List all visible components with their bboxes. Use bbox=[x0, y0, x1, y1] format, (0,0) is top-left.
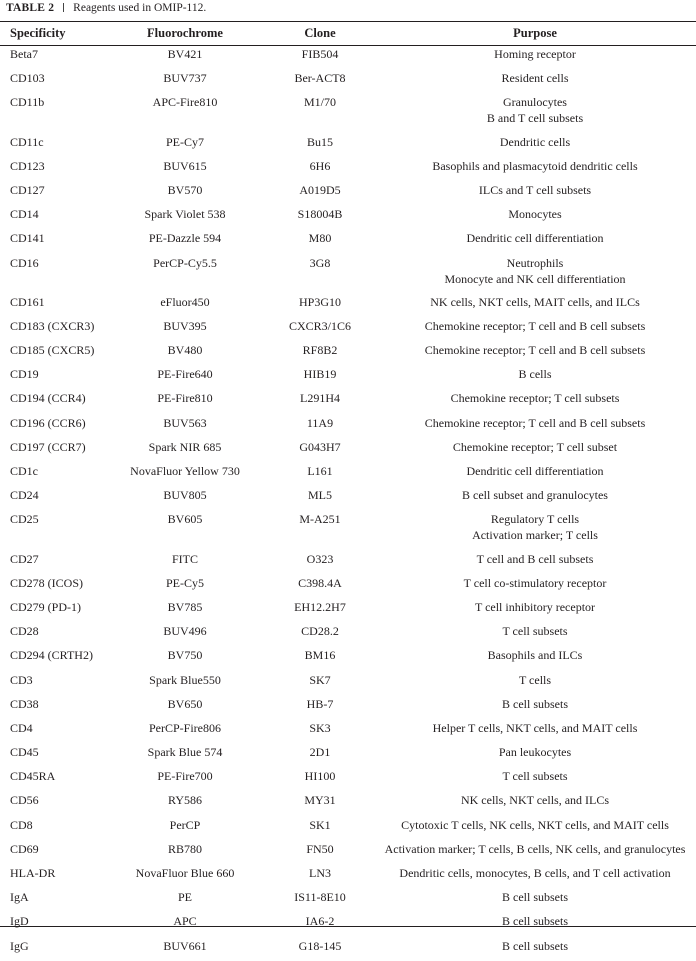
purpose-line: Dendritic cells bbox=[499, 134, 571, 149]
clone-cell: L291H4 bbox=[300, 391, 340, 406]
header-row bbox=[0, 22, 696, 45]
purpose-cell bbox=[374, 365, 696, 389]
purpose-cell bbox=[374, 181, 696, 205]
table-row bbox=[0, 438, 696, 462]
purpose-line: B cell subsets bbox=[502, 914, 568, 929]
clone-cell: HB-7 bbox=[306, 696, 334, 711]
clone-cell: M80 bbox=[308, 231, 332, 246]
clone-cell: SK7 bbox=[309, 672, 331, 687]
table-row bbox=[0, 840, 696, 864]
table-title: Reagents used in OMIP-112. bbox=[73, 2, 207, 14]
clone-cell: BM16 bbox=[304, 648, 336, 663]
clone-cell: 2D1 bbox=[309, 745, 331, 760]
specificity-cell: CD141 bbox=[10, 231, 45, 246]
clone-cell: HI100 bbox=[304, 769, 336, 784]
fluorochrome-cell: eFluor450 bbox=[160, 294, 210, 309]
fluorochrome-cell: NovaFluor Yellow 730 bbox=[130, 464, 240, 478]
fluorochrome-cell: NovaFluor Blue 660 bbox=[135, 866, 235, 880]
purpose-line: Neutrophils bbox=[506, 255, 564, 270]
specificity-cell: CD294 (CRTH2) bbox=[10, 648, 93, 663]
clone-cell: Bu15 bbox=[306, 134, 333, 149]
clone-cell: CD28.2 bbox=[301, 624, 339, 639]
header-specificity: Specificity bbox=[10, 26, 66, 40]
purpose-cell bbox=[374, 550, 696, 574]
clone-cell: IA6-2 bbox=[305, 914, 335, 929]
specificity-cell: CD27 bbox=[10, 551, 39, 566]
purpose-line: T cell subsets bbox=[502, 624, 568, 639]
fluorochrome-cell: BV480 bbox=[167, 343, 203, 358]
fluorochrome-cell: BUV805 bbox=[163, 488, 207, 503]
specificity-cell: CD24 bbox=[10, 488, 39, 503]
specificity-cell: IgA bbox=[10, 890, 29, 905]
purpose-cell bbox=[374, 816, 696, 840]
table-row bbox=[0, 743, 696, 767]
fluorochrome-cell: BV605 bbox=[167, 512, 203, 527]
fluorochrome-cell: RY586 bbox=[167, 793, 202, 808]
purpose-cell bbox=[374, 574, 696, 598]
clone-cell: FN50 bbox=[306, 841, 334, 856]
purpose-cell bbox=[374, 743, 696, 767]
clone-cell: M1/70 bbox=[303, 95, 336, 110]
specificity-cell: CD11c bbox=[10, 134, 44, 149]
clone-cell: S18004B bbox=[297, 207, 343, 222]
table-row bbox=[0, 341, 696, 365]
purpose-cell bbox=[374, 486, 696, 510]
fluorochrome-cell: BV570 bbox=[167, 182, 203, 197]
purpose-cell bbox=[374, 767, 696, 791]
header-fluorochrome: Fluorochrome bbox=[147, 26, 223, 40]
fluorochrome-cell: PE bbox=[177, 890, 192, 905]
purpose-line: Dendritic cell differentiation bbox=[466, 464, 604, 478]
specificity-cell: CD14 bbox=[10, 207, 39, 222]
purpose-line: Helper T cells, NKT cells, and MAIT cells bbox=[432, 720, 638, 735]
fluorochrome-cell: Spark Blue550 bbox=[149, 672, 221, 687]
clone-cell: ML5 bbox=[308, 488, 332, 503]
clone-cell: 3G8 bbox=[309, 255, 331, 270]
purpose-cell bbox=[374, 414, 696, 438]
fluorochrome-cell: FITC bbox=[171, 551, 198, 566]
purpose-line: B cell subsets bbox=[502, 696, 568, 711]
purpose-cell bbox=[374, 671, 696, 695]
clone-cell: HP3G10 bbox=[298, 294, 341, 309]
specificity-cell: CD56 bbox=[10, 793, 39, 808]
purpose-line: T cell subsets bbox=[502, 769, 568, 784]
purpose-line: Dendritic cells, monocytes, B cells, and T cell activation bbox=[399, 866, 671, 880]
fluorochrome-cell: BUV615 bbox=[163, 158, 207, 173]
table-row bbox=[0, 791, 696, 815]
purpose-cell bbox=[374, 341, 696, 365]
specificity-cell: CD197 (CCR7) bbox=[10, 439, 86, 454]
purpose-line: Monocytes bbox=[508, 207, 562, 222]
purpose-cell bbox=[374, 719, 696, 743]
table-row bbox=[0, 598, 696, 622]
specificity-cell: CD45 bbox=[10, 745, 39, 760]
specificity-cell: CD16 bbox=[10, 255, 39, 270]
table-row bbox=[0, 671, 696, 695]
table-label: TABLE 2 bbox=[6, 2, 55, 14]
specificity-cell: CD127 bbox=[10, 182, 45, 197]
purpose-line: Dendritic cell differentiation bbox=[466, 231, 604, 246]
purpose-line: T cell and B cell subsets bbox=[476, 551, 594, 566]
clone-cell: EH12.2H7 bbox=[294, 599, 346, 614]
fluorochrome-cell: Spark NIR 685 bbox=[148, 439, 222, 454]
purpose-line: Basophils and ILCs bbox=[487, 648, 583, 663]
purpose-cell bbox=[374, 462, 696, 486]
purpose-line: Monocyte and NK cell differentiation bbox=[444, 271, 626, 286]
purpose-line: B cell subsets bbox=[502, 890, 568, 905]
fluorochrome-cell: BUV661 bbox=[163, 938, 207, 953]
purpose-line: Regulatory T cells bbox=[490, 512, 580, 527]
clone-cell: RF8B2 bbox=[302, 343, 338, 358]
purpose-cell bbox=[374, 695, 696, 719]
fluorochrome-cell: BUV737 bbox=[163, 71, 207, 86]
purpose-line: B cell subset and granulocytes bbox=[462, 488, 608, 503]
table-row bbox=[0, 389, 696, 413]
specificity-cell: CD19 bbox=[10, 367, 39, 382]
specificity-cell: CD183 (CXCR3) bbox=[10, 318, 95, 333]
specificity-cell: CD69 bbox=[10, 841, 39, 856]
specificity-cell: CD4 bbox=[10, 720, 33, 735]
purpose-cell bbox=[374, 205, 696, 229]
specificity-cell: CD1c bbox=[10, 464, 38, 478]
table-row bbox=[0, 695, 696, 719]
fluorochrome-cell: RB780 bbox=[167, 841, 202, 856]
clone-cell: C398.4A bbox=[298, 575, 342, 590]
clone-cell: HIB19 bbox=[303, 367, 337, 382]
table-row bbox=[0, 622, 696, 646]
purpose-line: Homing receptor bbox=[494, 47, 576, 61]
specificity-cell: CD196 (CCR6) bbox=[10, 415, 86, 430]
specificity-cell: IgD bbox=[10, 914, 29, 929]
clone-cell: 11A9 bbox=[306, 415, 334, 430]
purpose-cell bbox=[374, 133, 696, 157]
purpose-cell bbox=[374, 317, 696, 341]
purpose-line: B cell subsets bbox=[502, 938, 568, 953]
clone-cell: MY31 bbox=[304, 793, 336, 808]
table-row bbox=[0, 937, 696, 961]
clone-cell: G18-145 bbox=[298, 938, 342, 953]
fluorochrome-cell: PE-Fire640 bbox=[157, 367, 213, 382]
specificity-cell: CD161 bbox=[10, 294, 45, 309]
fluorochrome-cell: BUV496 bbox=[163, 624, 207, 639]
purpose-cell bbox=[374, 840, 696, 864]
purpose-cell bbox=[374, 622, 696, 646]
purpose-cell bbox=[374, 646, 696, 670]
specificity-cell: CD279 (PD-1) bbox=[10, 599, 81, 614]
clone-cell: IS11-8E10 bbox=[294, 890, 346, 905]
purpose-line: Chemokine receptor; T cell subset bbox=[452, 439, 618, 454]
table-row bbox=[0, 69, 696, 93]
purpose-cell bbox=[374, 510, 696, 549]
fluorochrome-cell: PE-Fire810 bbox=[157, 391, 213, 406]
table-row bbox=[0, 646, 696, 670]
clone-cell: LN3 bbox=[309, 866, 331, 880]
table-row bbox=[0, 93, 696, 132]
table-row bbox=[0, 719, 696, 743]
clone-cell: Ber-ACT8 bbox=[294, 71, 346, 86]
purpose-cell bbox=[374, 912, 696, 936]
purpose-line: Basophils and plasmacytoid dendritic cells bbox=[432, 158, 638, 173]
purpose-line: NK cells, NKT cells, MAIT cells, and ILCs bbox=[430, 294, 640, 309]
purpose-cell bbox=[374, 45, 696, 69]
specificity-cell: CD123 bbox=[10, 158, 45, 173]
purpose-line: ILCs and T cell subsets bbox=[478, 182, 592, 197]
specificity-cell: CD28 bbox=[10, 624, 39, 639]
purpose-cell bbox=[374, 438, 696, 462]
clone-cell: G043H7 bbox=[299, 439, 341, 454]
header-clone: Clone bbox=[304, 26, 336, 40]
clone-cell: CXCR3/1C6 bbox=[288, 318, 351, 333]
fluorochrome-cell: PerCP-Cy5.5 bbox=[153, 255, 217, 270]
specificity-cell: CD45RA bbox=[10, 769, 56, 784]
table-row bbox=[0, 486, 696, 510]
fluorochrome-cell: BUV563 bbox=[163, 415, 207, 430]
fluorochrome-cell: PerCP bbox=[169, 817, 201, 832]
purpose-line: B cells bbox=[518, 367, 552, 382]
purpose-line: Chemokine receptor; T cell and B cell subsets bbox=[424, 318, 646, 333]
purpose-line: B and T cell subsets bbox=[486, 111, 584, 126]
specificity-cell: IgG bbox=[10, 938, 29, 953]
purpose-line: Activation marker; T cells, B cells, NK cells, and granulocytes bbox=[384, 841, 686, 856]
clone-cell: SK3 bbox=[309, 720, 331, 735]
table-row bbox=[0, 912, 696, 936]
clone-cell: SK1 bbox=[309, 817, 331, 832]
fluorochrome-cell: BV421 bbox=[167, 47, 203, 61]
purpose-line: Cytotoxic T cells, NK cells, NKT cells, and MAIT cells bbox=[401, 817, 669, 832]
purpose-line: Pan leukocytes bbox=[498, 745, 572, 760]
table-body bbox=[0, 45, 696, 961]
specificity-cell: CD103 bbox=[10, 71, 45, 86]
fluorochrome-cell: BV785 bbox=[167, 599, 203, 614]
specificity-cell: HLA-DR bbox=[10, 866, 56, 880]
specificity-cell: CD194 (CCR4) bbox=[10, 391, 86, 406]
purpose-line: Chemokine receptor; T cell and B cell subsets bbox=[424, 343, 646, 358]
table-row bbox=[0, 205, 696, 229]
table-row bbox=[0, 229, 696, 253]
table-row bbox=[0, 365, 696, 389]
fluorochrome-cell: PE-Cy7 bbox=[165, 134, 204, 149]
specificity-cell: CD8 bbox=[10, 817, 33, 832]
purpose-cell bbox=[374, 93, 696, 132]
table-row bbox=[0, 888, 696, 912]
purpose-cell bbox=[374, 937, 696, 961]
fluorochrome-cell: APC-Fire810 bbox=[152, 95, 218, 110]
table-row bbox=[0, 157, 696, 181]
specificity-cell: CD38 bbox=[10, 696, 39, 711]
purpose-line: Chemokine receptor; T cell subsets bbox=[450, 391, 620, 406]
purpose-cell bbox=[374, 293, 696, 317]
purpose-line: NK cells, NKT cells, and ILCs bbox=[460, 793, 610, 808]
table-row bbox=[0, 45, 696, 69]
table-row bbox=[0, 293, 696, 317]
purpose-cell bbox=[374, 864, 696, 888]
table-row bbox=[0, 767, 696, 791]
purpose-cell bbox=[374, 791, 696, 815]
specificity-cell: CD11b bbox=[10, 95, 45, 110]
fluorochrome-cell: Spark Violet 538 bbox=[144, 207, 226, 222]
clone-cell: 6H6 bbox=[309, 158, 331, 173]
purpose-line: Granulocytes bbox=[503, 95, 567, 110]
table-row bbox=[0, 510, 696, 549]
table-row bbox=[0, 133, 696, 157]
table-caption bbox=[6, 1, 206, 15]
fluorochrome-cell: BV650 bbox=[167, 696, 203, 711]
purpose-cell bbox=[374, 254, 696, 293]
clone-cell: FIB504 bbox=[301, 47, 339, 61]
table-row bbox=[0, 317, 696, 341]
purpose-cell bbox=[374, 888, 696, 912]
table-row bbox=[0, 574, 696, 598]
fluorochrome-cell: BUV395 bbox=[163, 318, 207, 333]
table-row bbox=[0, 550, 696, 574]
purpose-line: Chemokine receptor; T cell and B cell subsets bbox=[424, 415, 646, 430]
table-row bbox=[0, 181, 696, 205]
fluorochrome-cell: BV750 bbox=[167, 648, 203, 663]
purpose-cell bbox=[374, 598, 696, 622]
fluorochrome-cell: APC bbox=[173, 914, 197, 929]
clone-cell: M-A251 bbox=[299, 512, 341, 527]
purpose-line: T cell inhibitory receptor bbox=[474, 599, 596, 614]
clone-cell: A019D5 bbox=[299, 182, 341, 197]
purpose-cell bbox=[374, 69, 696, 93]
fluorochrome-cell: PerCP-Fire806 bbox=[149, 720, 221, 735]
purpose-line: Activation marker; T cells bbox=[472, 528, 598, 543]
clone-cell: O323 bbox=[306, 551, 334, 566]
purpose-line: T cell co-stimulatory receptor bbox=[463, 575, 607, 590]
table-row bbox=[0, 254, 696, 293]
fluorochrome-cell: PE-Dazzle 594 bbox=[148, 231, 222, 246]
reagents-table bbox=[0, 22, 696, 961]
table-row bbox=[0, 462, 696, 486]
specificity-cell: CD185 (CXCR5) bbox=[10, 343, 95, 358]
purpose-cell bbox=[374, 389, 696, 413]
fluorochrome-cell: Spark Blue 574 bbox=[147, 745, 223, 760]
specificity-cell: CD3 bbox=[10, 672, 33, 687]
header-purpose: Purpose bbox=[513, 26, 557, 40]
table-row bbox=[0, 414, 696, 438]
purpose-line: Resident cells bbox=[501, 71, 569, 86]
specificity-cell: CD25 bbox=[10, 512, 39, 527]
purpose-cell bbox=[374, 157, 696, 181]
clone-cell: L161 bbox=[307, 464, 333, 478]
specificity-cell: CD278 (ICOS) bbox=[10, 575, 84, 590]
purpose-line: T cells bbox=[518, 672, 552, 687]
table-row bbox=[0, 816, 696, 840]
fluorochrome-cell: PE-Fire700 bbox=[157, 769, 213, 784]
caption-separator bbox=[63, 3, 64, 12]
table-row bbox=[0, 864, 696, 888]
specificity-cell: Beta7 bbox=[10, 47, 38, 61]
fluorochrome-cell: PE-Cy5 bbox=[165, 575, 204, 590]
purpose-cell bbox=[374, 229, 696, 253]
